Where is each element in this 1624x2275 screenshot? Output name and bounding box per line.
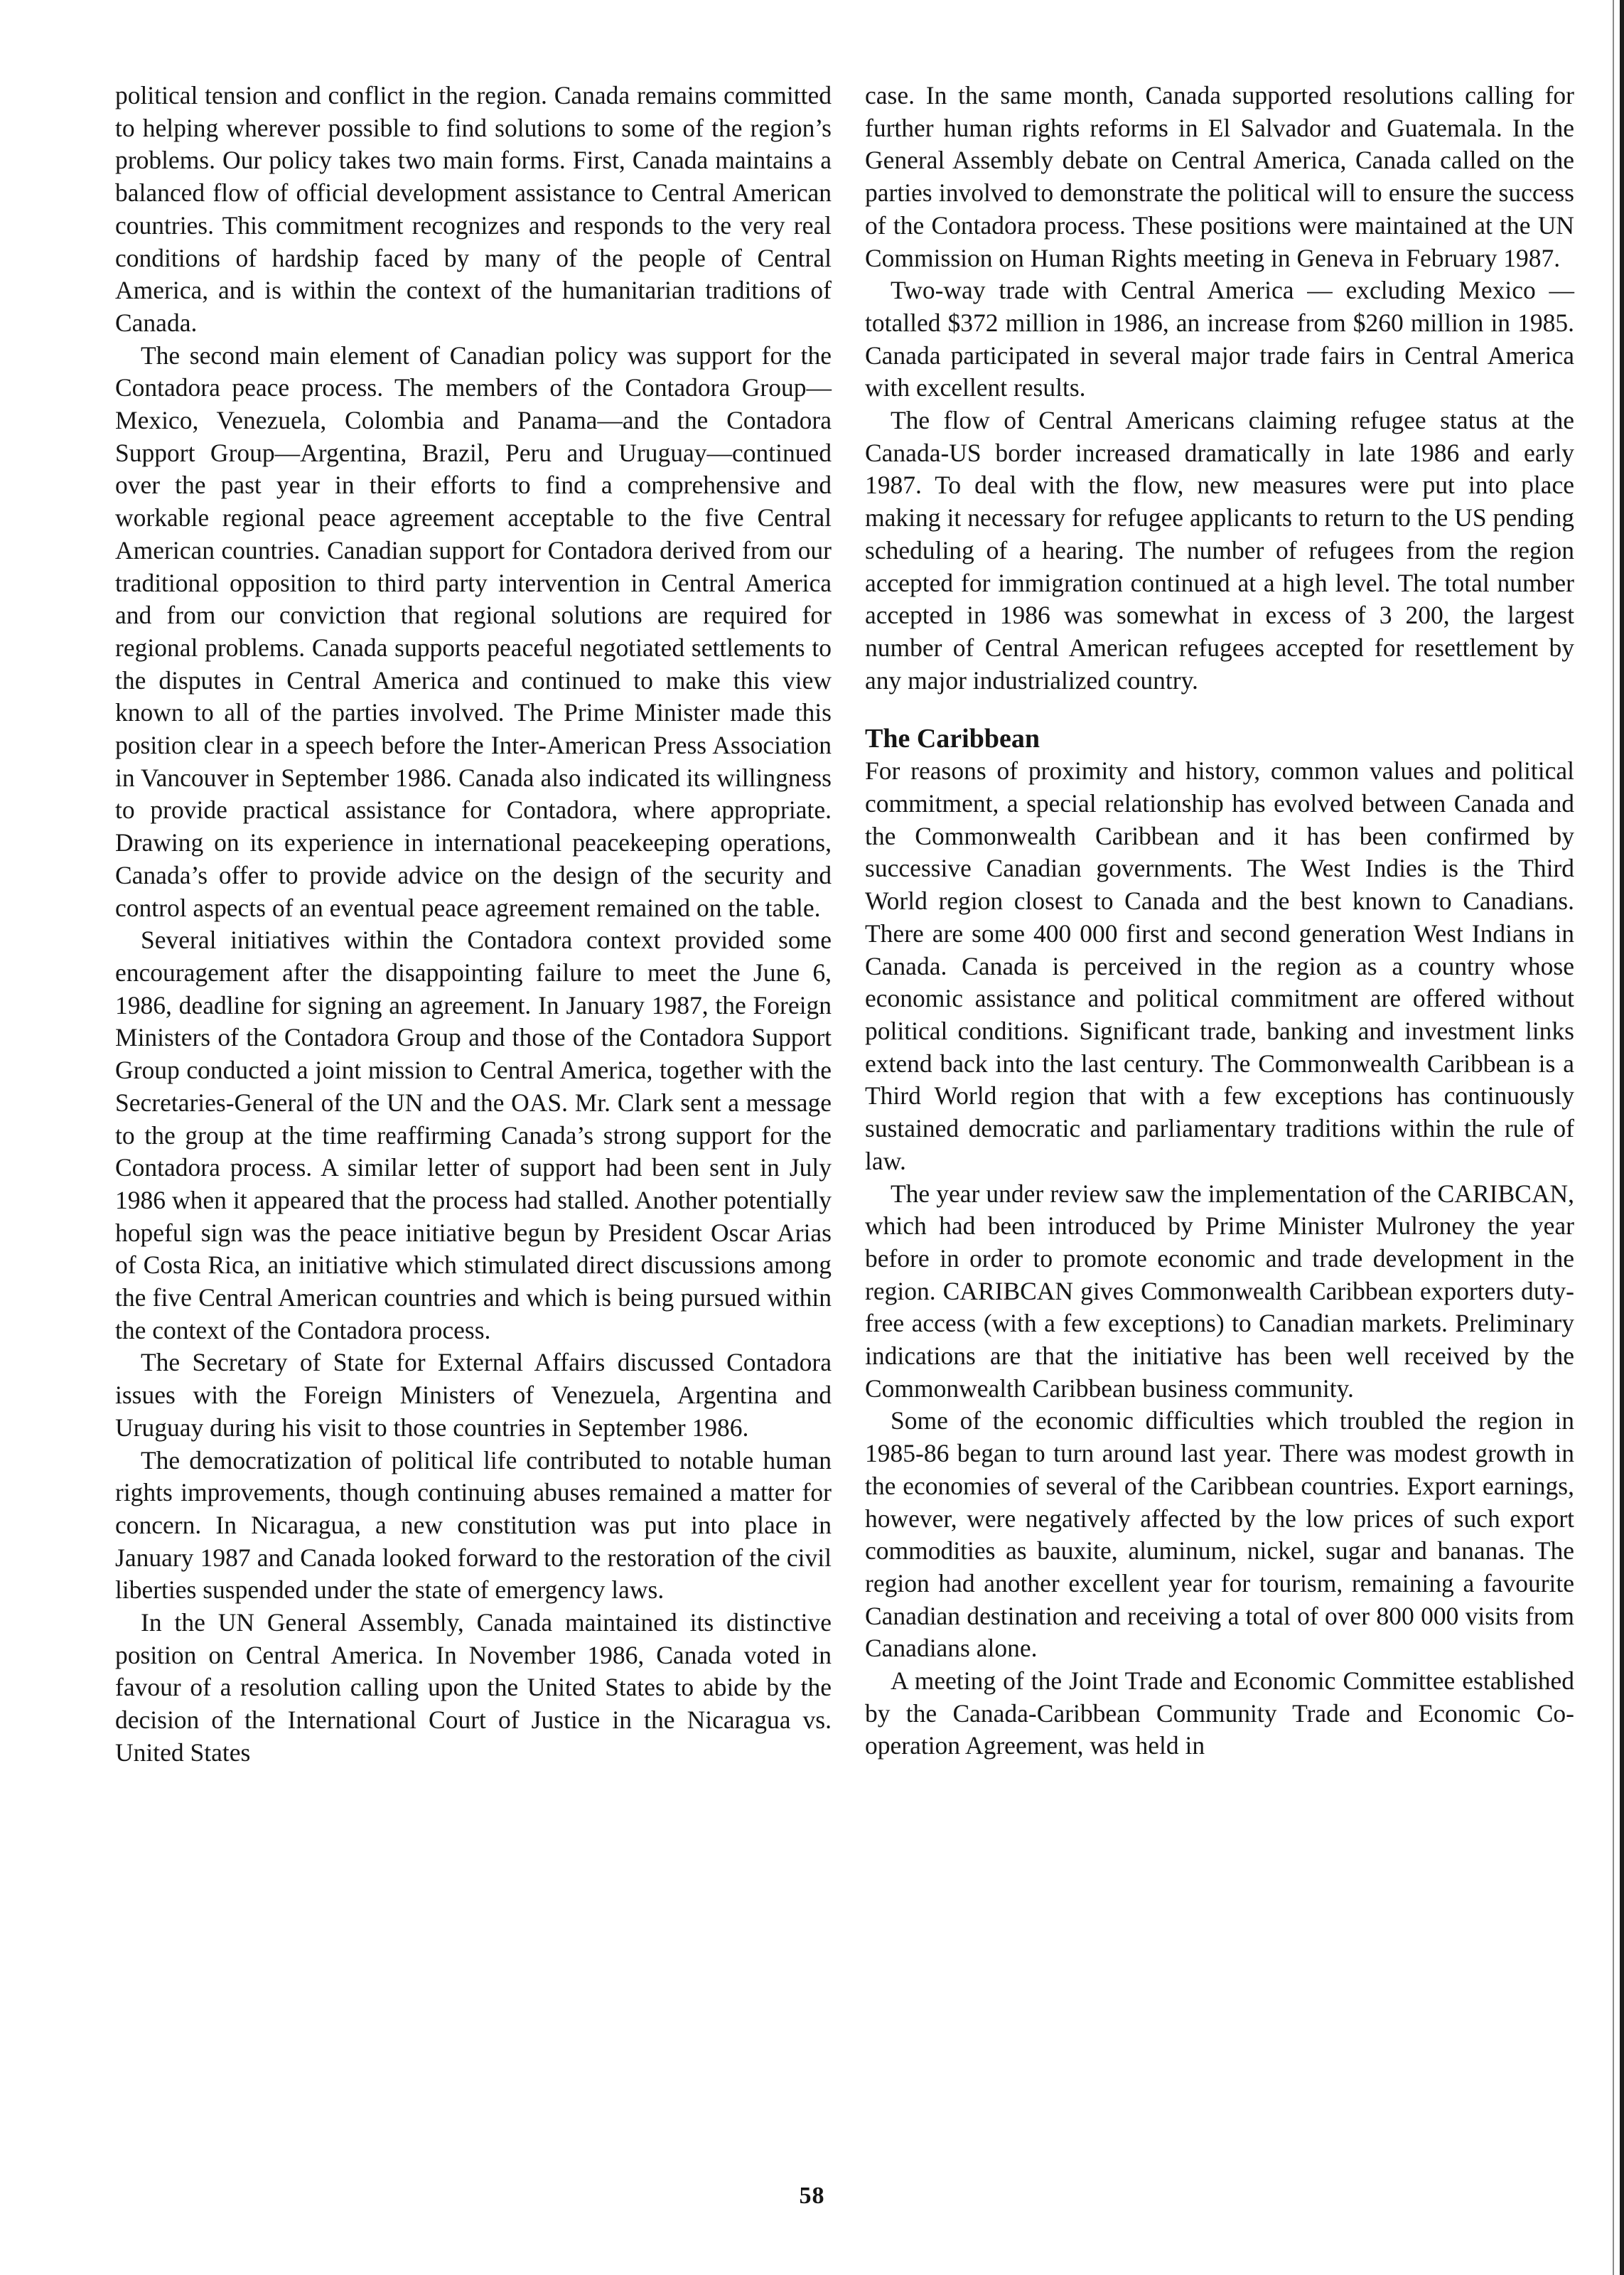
- body-paragraph: political tension and conflict in the region. Canada remains committed to helping wherever possible to find solutions to some of the region’s problems. Our policy takes two main forms. First, Canada maintains a balanced flow of official development assistance to Central American countries. This commitment recognizes and responds to the very real conditions of hardship faced by many of the people of Central America, and is within the context of the humanitarian traditions of Canada.: [115, 81, 832, 337]
- section-heading: The Caribbean: [865, 724, 1040, 754]
- body-paragraph: Several initiatives within the Contadora context provided some encouragement after the disappointing failure to meet the June 6, 1986, deadline for signing an agreement. In January 1987, the Foreign Ministers of the Contadora Group and those of the Contadora Support Group conducted a joint mission to Central America, together with the Secretaries-General of the UN and the OAS. Mr. Clark sent a message to the group at the time reaffirming Canada’s strong support for the Contadora process. A similar letter of support had been sent in July 1986 when it appeared that the process had stalled. Another potentially hopeful sign was the peace initiative begun by President Oscar Arias of Costa Rica, an initiative which stimulated direct discussions among the five Central American countries and which is being pursued within the context of the Contadora process.: [115, 926, 832, 1344]
- body-paragraph: The flow of Central Americans claiming refugee status at the Canada-US border increased dramatically in late 1986 and early 1987. To deal with the flow, new measures were put into place making it necessary for refugee applicants to return to the US pending scheduling of a hearing. The number of refugees from the region accepted for immigration continued at a high level. The total number accepted in 1986 was somewhat in excess of 3 200, the largest number of Central American refugees accepted for resettlement by any major industrialized country.: [865, 406, 1574, 695]
- body-paragraph: case. In the same month, Canada supported resolutions calling for further human rights reforms in El Salvador and Guatemala. In the General Assembly debate on Central America, Canada called on the parties involved to demonstrate the political will to ensure the success of the Contadora process. These positions were maintained at the UN Commission on Human Rights meeting in Geneva in February 1987.: [865, 81, 1574, 272]
- body-paragraph: Two-way trade with Central America — excluding Mexico — totalled $372 million in 1986, an increase from $260 million in 1985. Canada participated in several major trade fairs in Central America with excellent results.: [865, 276, 1574, 402]
- body-paragraph: The democratization of political life contributed to notable human rights improvements, though continuing abuses remained a matter for concern. In Nicaragua, a new constitution was put into place in January 1987 and Canada looked forward to the restoration of the civil liberties suspended under the state of emergency laws.: [115, 1445, 832, 1605]
- body-paragraph: For reasons of proximity and history, common values and political commitment, a special relationship has evolved between Canada and the Commonwealth Caribbean and it has been confirmed by successive Canadian governments. The West Indies is the Third World region closest to Canada and the best known to Canadians. There are some 400 000 first and second generation West Indians in Canada. Canada is perceived in the region as a country whose economic assistance and political commitment are offered without political conditions. Significant trade, banking and investment links extend back into the last century. The Commonwealth Caribbean is a Third World region that with a few exceptions has continuously sustained democratic and parliamentary traditions within the rule of law.: [865, 756, 1574, 1175]
- right-column: [865, 80, 1574, 1762]
- body-paragraph: Some of the economic difficulties which troubled the region in 1985-86 began to turn around last year. There was modest growth in the economies of several of the Caribbean countries. Export earnings, however, were negatively affected by the low prices of such export commodities as bauxite, aluminum, nickel, sugar and bananas. The region had another excellent year for tourism, remaining a favourite Canadian destination and receiving a total of over 800 000 visits from Canadians alone.: [865, 1406, 1574, 1663]
- page-number: 58: [799, 2183, 825, 2209]
- page-edge-rule: [1620, 0, 1624, 2275]
- body-paragraph: The Secretary of State for External Affairs discussed Contadora issues with the Foreign Ministers of Venezuela, Argentina and Uruguay during his visit to those countries in September 1986.: [115, 1348, 832, 1442]
- body-paragraph: The year under review saw the implementation of the CARIBCAN, which had been introduced by Prime Minister Mulroney the year before in order to promote economic and trade development in the region. CARIBCAN gives Commonwealth Caribbean exporters duty-free access (with a few exceptions) to Canadian markets. Preliminary indications are that the initiative has been well received by the Commonwealth Caribbean business community.: [865, 1179, 1574, 1403]
- page-edge-shadow: [1613, 0, 1614, 2275]
- body-paragraph: A meeting of the Joint Trade and Economic Committee established by the Canada-Caribbean Community Trade and Economic Co-operation Agreement, was held in: [865, 1666, 1574, 1760]
- left-column: [115, 80, 832, 1770]
- body-paragraph: The second main element of Canadian policy was support for the Contadora peace process. The members of the Contadora Group—Mexico, Venezuela, Colombia and Panama—and the Contadora Support Group—Argentina, Brazil, Peru and Uruguay—continued over the past year in their efforts to find a comprehensive and workable regional peace agreement acceptable to the five Central American countries. Canadian support for Contadora derived from our traditional opposition to third party intervention in Central America and from our conviction that regional solutions are required for regional problems. Canada supports peaceful negotiated settlements to the disputes in Central America and continued to make this view known to all of the parties involved. The Prime Minister made this position clear in a speech before the Inter-American Press Association in Vancouver in September 1986. Canada also indicated its willingness to provide practical assistance for Contadora, where appropriate. Drawing on its experience in international peacekeeping operations, Canada’s offer to provide advice on the design of the security and control aspects of an eventual peace agreement remained on the table.: [115, 341, 832, 922]
- body-paragraph: In the UN General Assembly, Canada maintained its distinctive position on Central America. In November 1986, Canada voted in favour of a resolution calling upon the United States to abide by the decision of the International Court of Justice in the Nicaragua vs. United States: [115, 1608, 832, 1767]
